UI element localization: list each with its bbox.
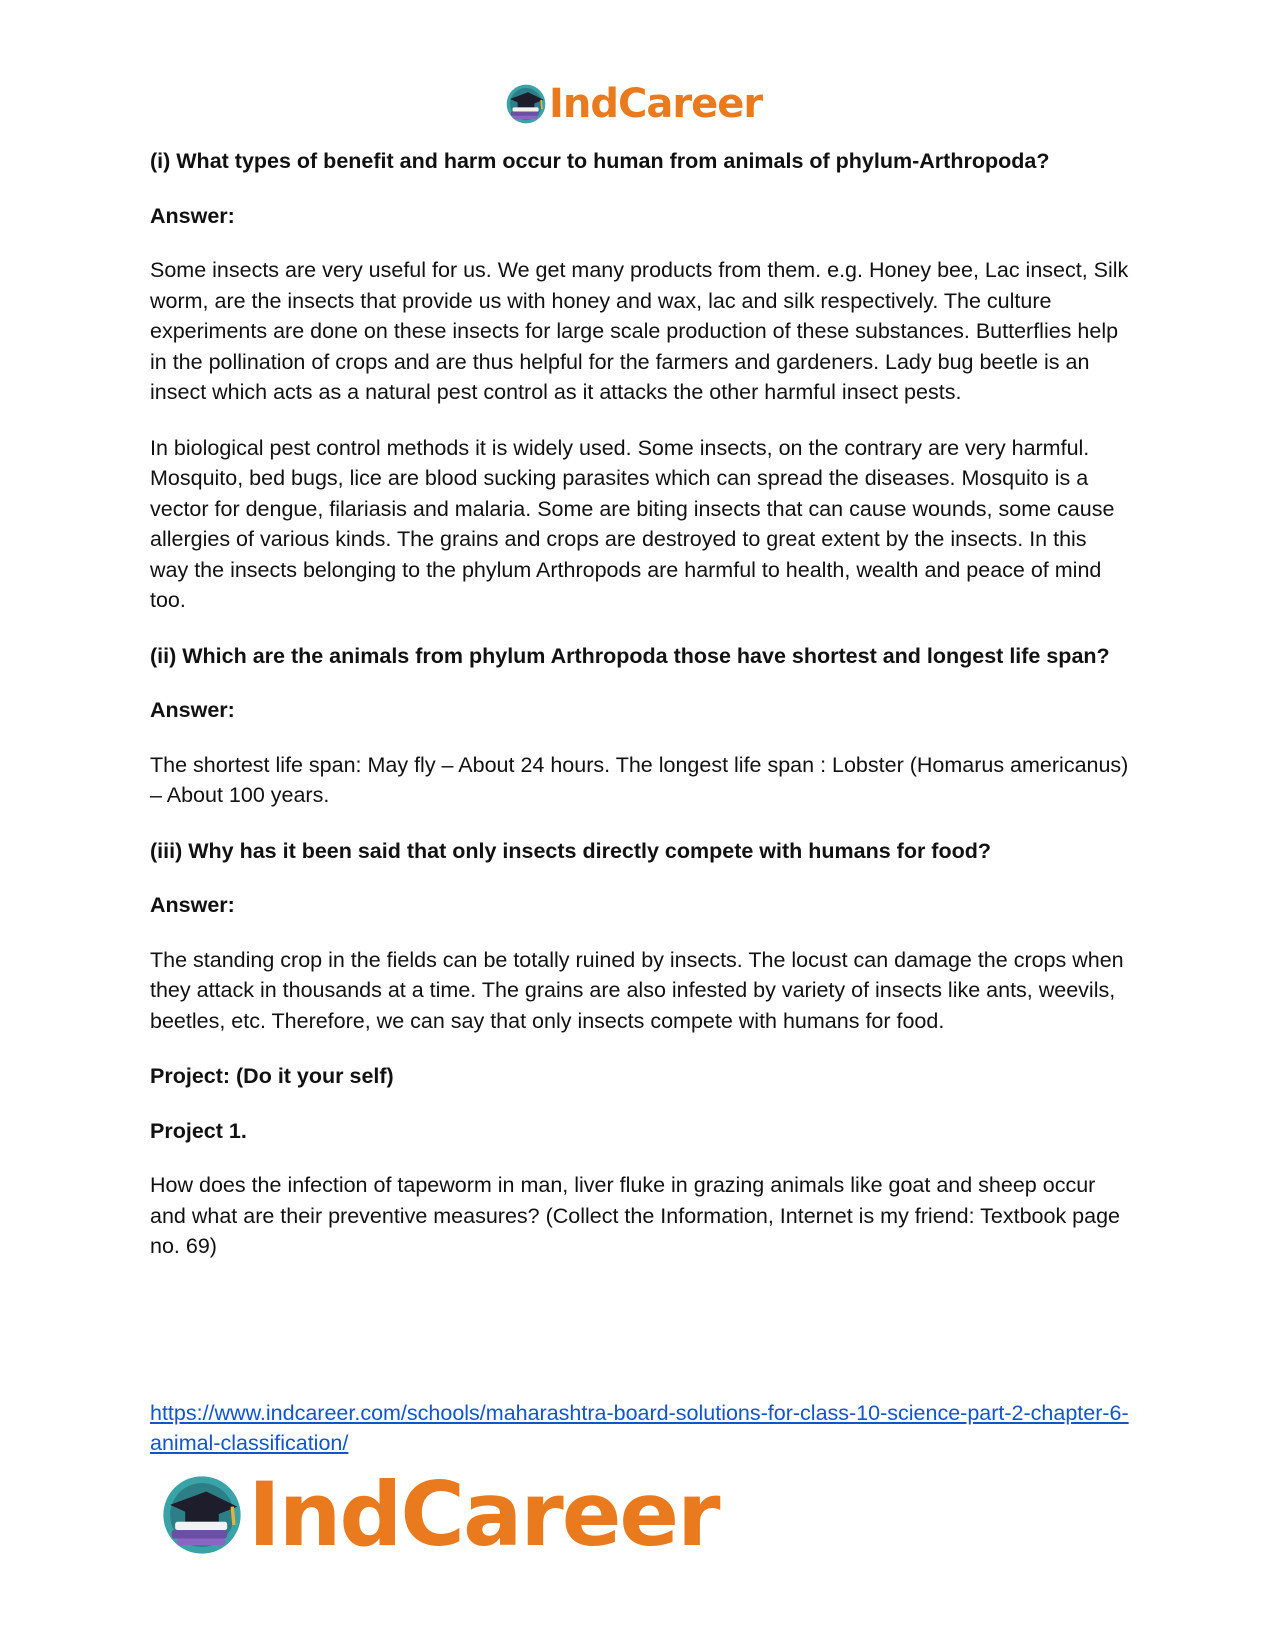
footer-logo-text: IndCareer bbox=[248, 1463, 719, 1566]
answer-2-paragraph: The shortest life span: May fly – About 24 hours. The longest life span : Lobster (Homarus americanus) – About 100 years. bbox=[150, 752, 1129, 807]
graduation-cap-book-icon bbox=[160, 1473, 244, 1557]
project-1-paragraph: How does the infection of tapeworm in man, liver fluke in grazing animals like goat and sheep occur and what are their preventive measures? (Collect the Information, Internet is my friend: Textbook page no. 69) bbox=[150, 1173, 1120, 1258]
question-1: (i) What types of benefit and harm occur to human from animals of phylum-Arthropoda? bbox=[150, 149, 1050, 173]
project-1-heading: Project 1. bbox=[150, 1118, 247, 1143]
project-heading: Project: (Do it your self) bbox=[150, 1064, 394, 1088]
answer-label-3: Answer: bbox=[150, 893, 235, 917]
answer-label-2: Answer: bbox=[150, 698, 235, 722]
question-3: (iii) Why has it been said that only insects directly compete with humans for food? bbox=[150, 838, 991, 863]
answer-1-paragraph-2: In biological pest control methods it is widely used. Some insects, on the contrary are very harmful. Mosquito, bed bugs, lice are blood sucking parasites which can spread the diseases. Mosquito is a vector for dengue, filariasis and malaria. Some are biting insects that can cause wounds, some cause allergies of various kinds. The grains and crops are destroyed to great extent by the insects. In this way the insects belonging to the phylum Arthropods are harmful to health, wealth and peace of mind too. bbox=[150, 435, 1115, 612]
answer-1-paragraph-1: Some insects are very useful for us. We get many products from them. e.g. Honey bee, Lac insect, Silk worm, are the insects that provide us with honey and wax, lac and silk respectively. The culture experiments are done on these insects for large scale production of these substances. Butterflies help in the pollination of crops and are thus helpful for the farmers and gardeners. Lady bug beetle is an insect which acts as a natural pest control as it attacks the other harmful insect pests. bbox=[150, 258, 1129, 404]
question-2: (ii) Which are the animals from phylum Arthropoda those have shortest and longest life span? bbox=[150, 643, 1110, 668]
header-logo bbox=[505, 80, 762, 128]
document-body bbox=[150, 146, 1130, 1262]
answer-3-paragraph: The standing crop in the fields can be totally ruined by insects. The locust can damage the crops when they attack in thousands at a time. The grains are also infested by variety of insects like ants, weevils, beetles, etc. Therefore, we can say that only insects compete with humans for food. bbox=[150, 947, 1124, 1033]
header-logo-text: IndCareer bbox=[549, 81, 763, 127]
answer-label-1: Answer: bbox=[150, 203, 235, 228]
footer-logo bbox=[160, 1463, 719, 1566]
graduation-cap-book-icon bbox=[505, 83, 547, 125]
source-link[interactable]: https://www.indcareer.com/schools/maharashtra-board-solutions-for-class-10-science-part-2-chapter-6-animal-classification/ bbox=[150, 1401, 1129, 1455]
